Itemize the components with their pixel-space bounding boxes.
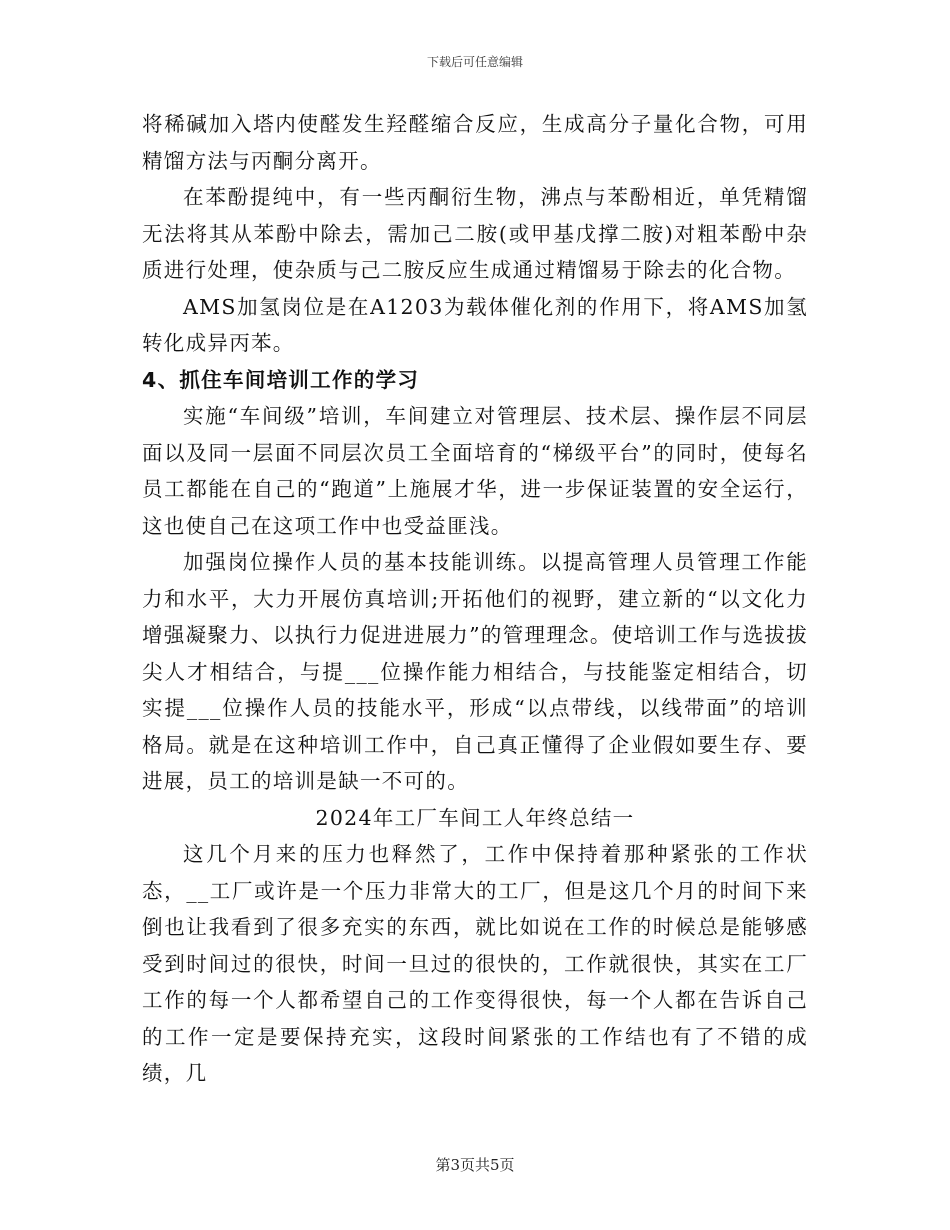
section-title: 2024年工厂车间工人年终总结一 [315,805,635,830]
paragraph-3: AMS加氢岗位是在A1203为载体催化剂的作用下，将AMS加氢转化成异丙苯。 [142,294,808,355]
document-body [142,106,808,1092]
page-header-note: 下载后可任意编辑 [426,55,523,69]
paragraph-1: 将稀碱加入塔内使醛发生羟醛缩合反应，生成高分子量化合物，可用精馏方法与丙酮分离开。 [142,112,808,173]
paragraph-5: 加强岗位操作人员的基本技能训练。以提高管理人员管理工作能力和水平，大力开展仿真培训;开拓他们的视野，建立新的“以文化力增强凝聚力、以执行力促进进展力”的管理理念。使培训工作与选拔拔尖人才相结合，与提___位操作能力相结合，与技能鉴定相结合，切实提___位操作人员的技能水平，形成“以点带线，以线带面”的培训格局。就是在这种培训工作中，自己真正懂得了企业假如要生存、要进展，员工的培训是缺一不可的。 [142,550,808,793]
paragraph-6: 这几个月来的压力也释然了，工作中保持着那种紧张的工作状态，__工厂或许是一个压力非常大的工厂，但是这几个月的时间下来倒也让我看到了很多充实的东西，就比如说在工作的时候总是能够感受到时间过的很快，时间一旦过的很快的，工作就很快，其实在工厂工作的每一个人都希望自己的工作变得很快，每一个人都在告诉自己的工作一定是要保持充实，这段时间紧张的工作结也有了不错的成绩，几 [142,842,808,1085]
page-number: 第3页共5页 [435,1156,515,1174]
paragraph-2: 在苯酚提纯中，有一些丙酮衍生物，沸点与苯酚相近，单凭精馏无法将其从苯酚中除去，需加己二胺(或甲基戊撑二胺)对粗苯酚中杂质进行处理，使杂质与己二胺反应生成通过精馏易于除去的化合物。 [142,185,808,282]
paragraph-4: 实施“车间级”培训，车间建立对管理层、技术层、操作层不同层面以及同一层面不同层次员工全面培育的“梯级平台”的同时，使每名员工都能在自己的“跑道”上施展才华，进一步保证装置的安全运行，这也使自己在这项工作中也受益匪浅。 [142,404,808,538]
section-heading-4: 4、抓住车间培训工作的学习 [142,367,420,392]
